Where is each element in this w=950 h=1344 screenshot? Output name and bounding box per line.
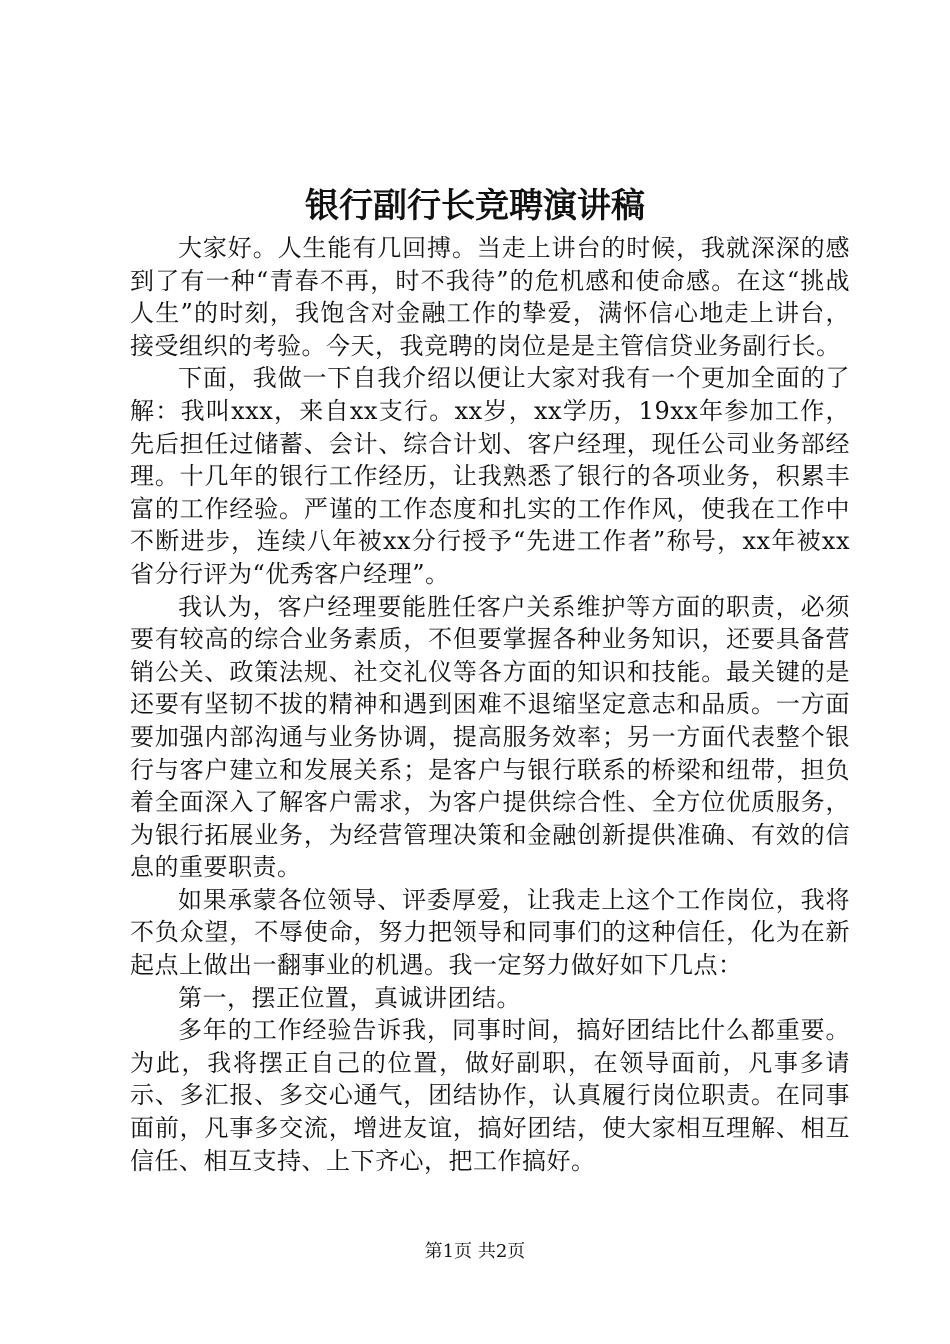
paragraph-role-understanding: 我认为，客户经理要能胜任客户关系维护等方面的职责，必须要有较高的综合业务素质，不但要掌握各种业务知识，还要具备营销公关、政策法规、社交礼仪等各方面的知识和技能。最关键的是还要有坚韧不拔的精神和遇到困难不退缩坚定意志和品质。一方面要加强内部沟通与业务协调，提高服务效率；另一方面代表整个银行与客户建立和发展关系；是客户与银行联系的桥梁和纽带，担负着全面深入了解客户需求，为客户提供综合性、全方位优质服务，为银行拓展业务，为经营管理决策和金融创新提供准确、有效的信息的重要职责。 (130, 592, 850, 882)
document-body (130, 232, 850, 1177)
paragraph-point-one-detail: 多年的工作经验告诉我，同事时间，搞好团结比什么都重要。为此，我将摆正自己的位置，做好副职，在领导面前，凡事多请示、多汇报、多交心通气，团结协作，认真履行岗位职责。在同事面前，凡事多交流，增进友谊，搞好团结，使大家相互理解、相互信任、相互支持、上下齐心，把工作搞好。 (130, 1016, 850, 1175)
paragraph-commitment: 如果承蒙各位领导、评委厚爱，让我走上这个工作岗位，我将不负众望，不辱使命，努力把领导和同事们的这种信任，化为在新起点上做出一翻事业的机遇。我一定努力做好如下几点： (130, 885, 850, 980)
page-number-footer: 第1页 共2页 (424, 1241, 526, 1262)
paragraph-greeting: 大家好。人生能有几回搏。当走上讲台的时候，我就深深的感到了有一种“青春不再，时不我待”的危机感和使命感。在这“挑战人生”的时刻，我饱含对金融工作的挚爱，满怀信心地走上讲台，接受组织的考验。今天，我竞聘的岗位是是主管信贷业务副行长。 (130, 234, 850, 360)
paragraph-point-one-heading: 第一，摆正位置，真诚讲团结。 (178, 983, 521, 1012)
document-title: 银行副行长竞聘演讲稿 (305, 186, 645, 226)
paragraph-self-introduction: 下面，我做一下自我介绍以便让大家对我有一个更加全面的了解：我叫xxx，来自xx支行。xx岁，xx学历，19xx年参加工作，先后担任过储蓄、会计、综合计划、客户经理，现任公司业务部经理。十几年的银行工作经历，让我熟悉了银行的各项业务，积累丰富的工作经验。严谨的工作态度和扎实的工作作风，使我在工作中不断进步，连续八年被xx分行授予“先进工作者”称号，xx年被xx省分行评为“优秀客户经理”。 (130, 364, 850, 588)
